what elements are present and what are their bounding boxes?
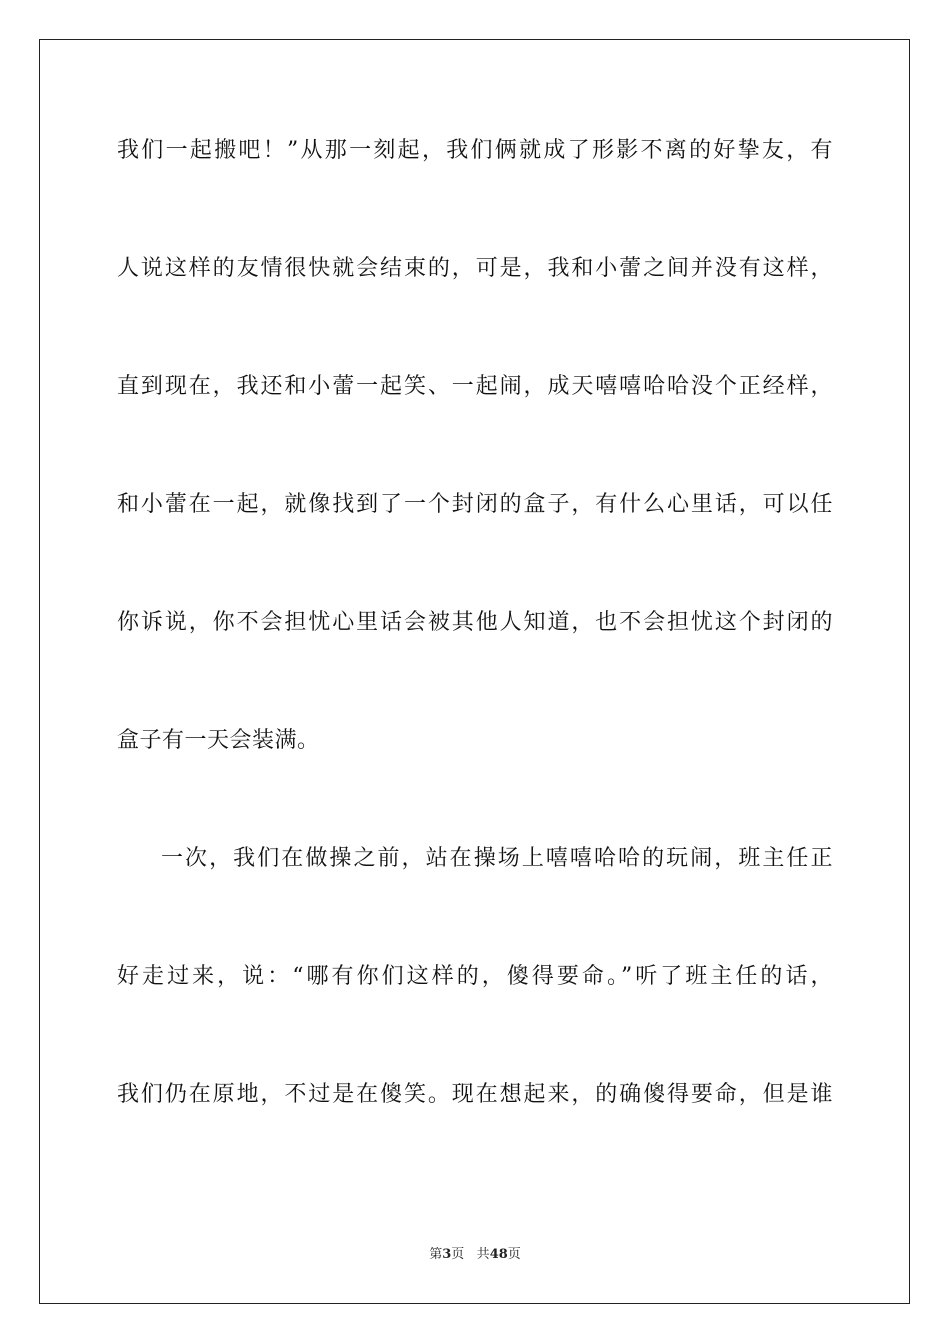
text-line-3: 直到现在，我还和小蕾一起笑、一起闹，成天嘻嘻哈哈没个正经样， — [117, 374, 833, 399]
footer-total-suffix: 页 — [507, 1247, 521, 1262]
text-line-8: 好走过来，说：“哪有你们这样的，傻得要命。”听了班主任的话， — [117, 964, 833, 989]
footer-total-prefix: 共 — [476, 1247, 490, 1262]
footer-page-prefix: 第 — [429, 1247, 443, 1262]
text-line-6: 盒子有一天会装满。 — [117, 728, 320, 753]
text-line-4: 和小蕾在一起，就像找到了一个封闭的盒子，有什么心里话，可以任 — [117, 492, 833, 517]
text-line-2: 人说这样的友情很快就会结束的，可是，我和小蕾之间并没有这样， — [117, 256, 833, 281]
footer-page-suffix: 页 — [451, 1247, 465, 1262]
page-footer — [0, 1246, 950, 1264]
page-border — [39, 39, 910, 1304]
footer-total-pages: 48 — [489, 1247, 508, 1262]
footer-page-number: 3 — [442, 1247, 452, 1262]
text-line-5: 你诉说，你不会担忧心里话会被其他人知道，也不会担忧这个封闭的 — [117, 610, 833, 635]
text-line-7: 一次，我们在做操之前，站在操场上嘻嘻哈哈的玩闹，班主任正 — [161, 846, 833, 871]
text-line-9: 我们仍在原地，不过是在傻笑。现在想起来，的确傻得要命，但是谁 — [117, 1082, 833, 1107]
text-line-1: 我们一起搬吧！”从那一刻起，我们俩就成了形影不离的好挚友，有 — [117, 138, 833, 163]
